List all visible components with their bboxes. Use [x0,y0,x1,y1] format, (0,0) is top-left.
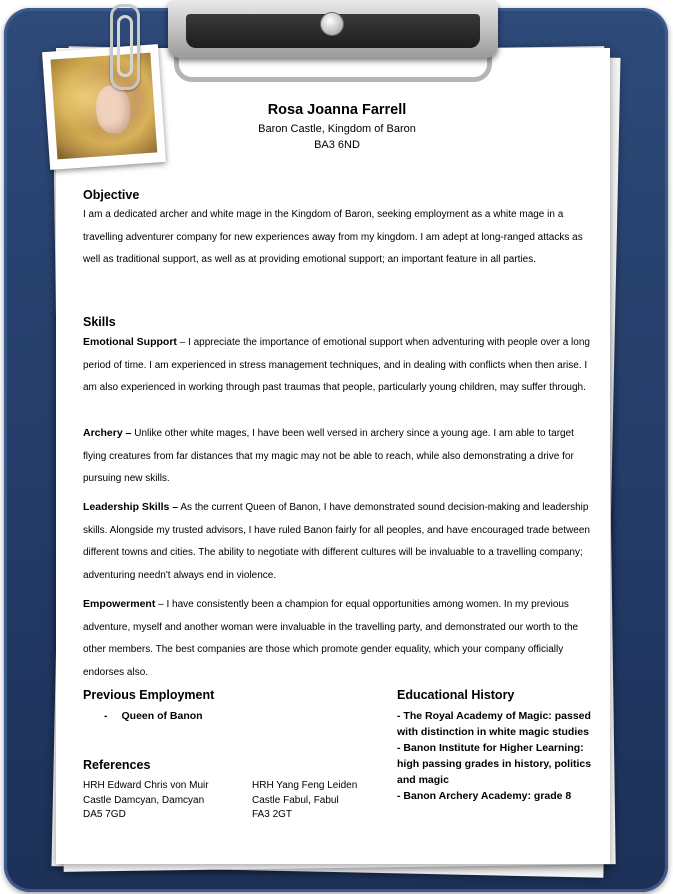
skill-leadership [83,496,591,587]
applicant-name: Rosa Joanna Farrell [267,102,407,118]
references-heading: References [83,758,151,772]
skill-archery [83,422,591,491]
skill-emotional-support: Emotional Support – I appreciate the importance of emotional support when adventuring with people over a long period of time. I am experienced in stress management techniques, and in dealing with conflicts when then arise. I am also experienced in working through past traumas that people, particularly young children, may suffer through. [83,336,590,393]
skill-text: Unlike other white mages, I have been well versed in archery since a young age. I am able to target flying creatures from far distances that my magic may not be able to reach, while also demonstrating a drive for pursuing new skills. [83,428,574,484]
reference-item: HRH Yang Feng Leiden Castle Fabul, Fabul FA3 2GT [252,780,358,820]
clipboard-clip [168,0,498,86]
objective-text: I am a dedicated archer and white mage in the Kingdom of Baron, seeking employment as a white mage in a travelling adventurer company for new experiences away from my kingdom. I am adept at long-ranged attacks as well as traditional support, as well as at providing emotional support; an important feature in all parties. [83,209,583,265]
address-line-1: Baron Castle, Kingdom of Baron [258,123,416,135]
skills-heading: Skills [83,315,116,329]
skill-text: I appreciate the importance of emotional support when adventuring with people over a long period of time. I am experienced in stress management techniques, and in dealing with conflicts when then arise. I am also experienced in working through past traumas that people, particularly young children, may suffer through. [83,337,590,393]
education-item: - Banon Institute for Higher Learning: high passing grades in history, politics and magic [397,742,592,786]
education-heading: Educational History [397,688,515,702]
skill-title: Leadership Skills – [83,501,179,513]
reference-item: HRH Edward Chris von Muir Castle Damcyan, Damcyan DA5 7GD [83,780,209,820]
paperclip-icon [110,4,140,90]
education-list [397,708,597,804]
skill-text: I have consistently been a champion for equal opportunities among women. In my previous adventure, myself and another woman were invaluable in the travelling party, and demonstrated our worth to the other members. The best companies are those which promote gender equality, which your company officially endorses also. [83,599,579,678]
skill-title: Archery – [83,427,132,439]
employment-heading: Previous Employment [83,688,215,702]
profile-photo [42,44,166,170]
clip-rivet-icon [320,12,344,36]
skill-empowerment: Empowerment – I have consistently been a champion for equal opportunities among women. In my previous adventure, myself and another woman were invaluable in the travelling party, and demonstrated our worth to the other members. The best companies are those which promote gender equality, which your company officially endorses also. [83,598,579,678]
education-item: - Banon Archery Academy: grade 8 [397,790,572,802]
skill-title: Empowerment [83,598,156,610]
skill-text: As the current Queen of Banon, I have demonstrated sound decision-making and leadership skills. Alongside my trusted advisors, I have ruled Banon fairly for all peoples, and have encouraged trade between different towns and cities. The ability to negotiate with different cultures will be invaluable to a travelling company; adventuring needn't always end in violence. [83,502,590,581]
objective-heading: Objective [83,188,140,202]
skill-title: Emotional Support [83,336,177,348]
education-item: - The Royal Academy of Magic: passed with distinction in white magic studies [397,710,591,738]
address-line-2: BA3 6ND [314,139,360,151]
employment-item: - Queen of Banon [104,710,203,722]
